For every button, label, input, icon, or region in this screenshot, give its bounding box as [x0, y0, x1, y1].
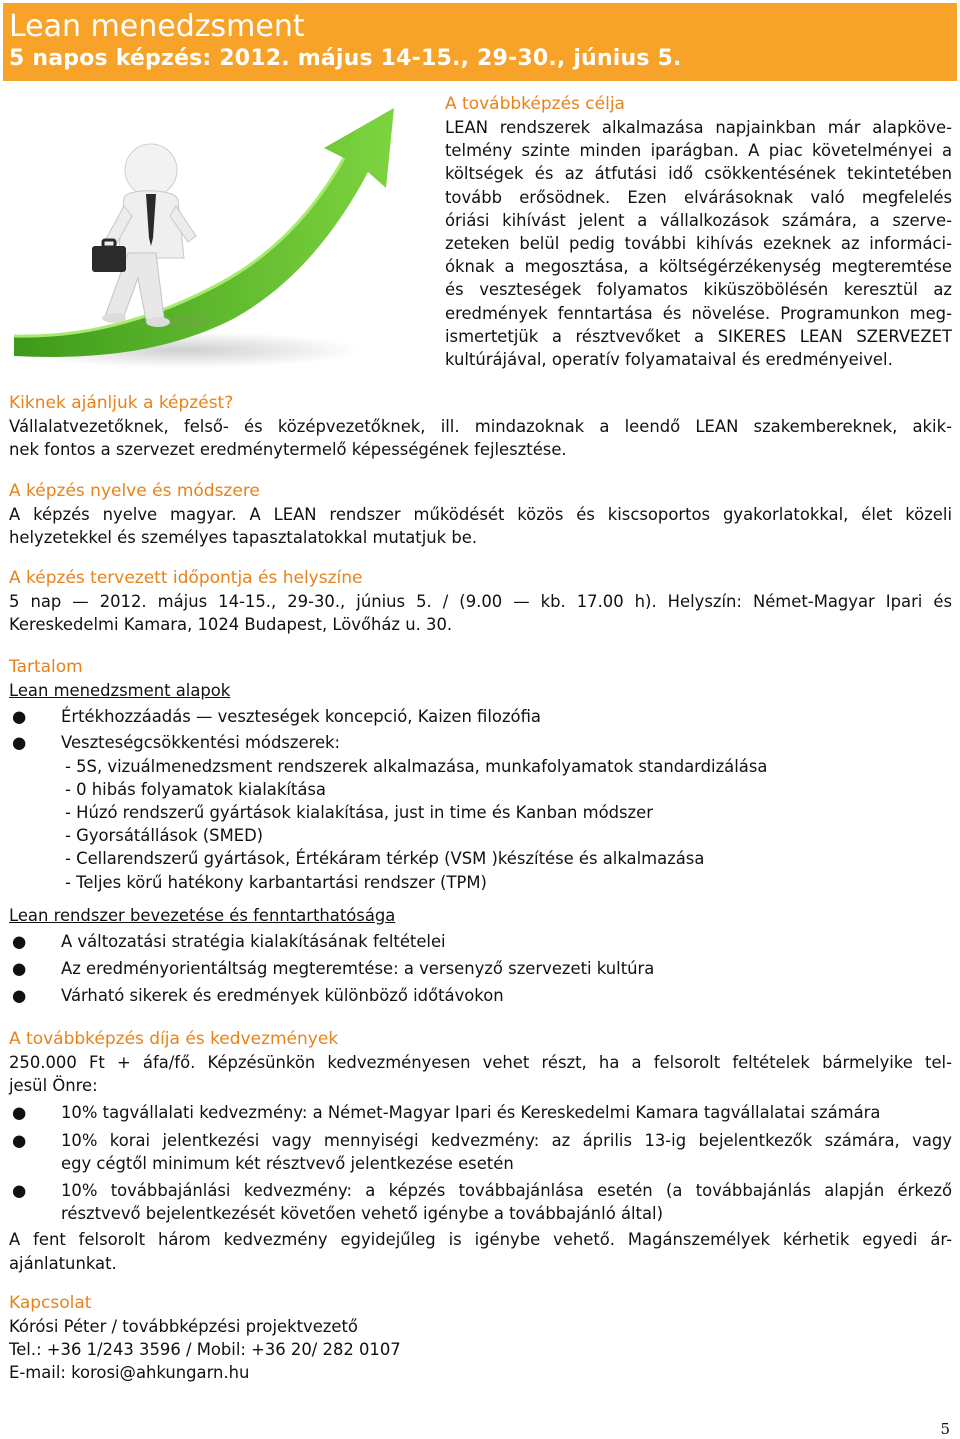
fee-heading: A továbbképzés díja és kedvezmények — [9, 1029, 339, 1049]
contact-section — [9, 1292, 952, 1385]
audience-section — [9, 392, 952, 461]
bullet-icon: ● — [12, 932, 27, 952]
language-line: helyzetekkel és személyes tapasztalatokkal mutatjuk be. — [9, 528, 478, 548]
discount-line: 10% korai jelentkezési vagy mennyiségi kedvezmény: az április 13-ig bejelentkezők számára, vagy — [61, 1130, 952, 1150]
sub-item: - Gyorsátállások (SMED) — [65, 826, 264, 846]
intro-heading: A továbbképzés célja — [445, 94, 625, 114]
audience-line: nek fontos a szervezet eredménytermelő képességének fejlesztése. — [9, 440, 567, 460]
hero-illustration — [6, 88, 432, 370]
intro-line: tovább erősödnek. Ezen elvárásoknak való megfelelés — [445, 187, 952, 207]
bullet-icon: ● — [12, 959, 27, 979]
intro-line: ismertetjük a résztvevőket a SIKERES LEAN SZERVEZET — [445, 326, 952, 346]
contact-email[interactable]: E-mail: korosi@ahkungarn.hu — [9, 1363, 250, 1383]
list-item-text: Veszteségcsökkentési módszerek: — [61, 733, 341, 753]
contact-phone[interactable]: Tel.: +36 1/243 3596 / Mobil: +36 20/ 282 0107 — [9, 1340, 401, 1360]
page-number: 5 — [940, 1420, 950, 1438]
language-line: A képzés nyelve magyar. A LEAN rendszer működését közös és kiscsoportos gyakorlatokkal, élet közeli — [9, 505, 952, 524]
fee-section — [9, 1028, 952, 1275]
bullet-icon: ● — [12, 1130, 27, 1150]
list-item — [9, 731, 952, 754]
list-item — [9, 705, 952, 728]
intro-line: LEAN rendszerek alkalmazása napjainkban már alapköve- — [445, 118, 952, 137]
audience-paragraph — [9, 415, 952, 461]
fee-paragraph — [9, 1051, 952, 1097]
intro-line: óknak a megosztása, a költségérzékenység megteremtése — [445, 257, 952, 277]
intro-line: óriási kihívást jelent a vállalkozások számára, a szerve- — [445, 210, 952, 230]
sub-item: - Húzó rendszerű gyártások kialakítása, just in time és Kanban módszer — [65, 803, 653, 823]
bullet-icon: ● — [12, 733, 27, 753]
language-heading: A képzés nyelve és módszere — [9, 481, 260, 501]
list-item — [9, 984, 952, 1007]
list-item-text: Értékhozzáadás — veszteségek koncepció, Kaizen filozófia — [61, 707, 541, 727]
list-item — [9, 957, 952, 980]
schedule-section — [9, 567, 952, 636]
schedule-paragraph — [9, 590, 952, 636]
fee-line: jesül Önre: — [9, 1076, 98, 1096]
intro-section — [445, 93, 952, 371]
schedule-line: 5 nap — 2012. május 14-15., 29-30., június 5. / (9.00 — kb. 17.00 h). Helyszín: Német-Magyar Ipari és — [9, 592, 952, 611]
content-section — [9, 656, 952, 1008]
intro-line: eredmények fenntartása és növelése. Programunkon meg- — [445, 303, 952, 323]
contact-heading: Kapcsolat — [9, 1293, 92, 1313]
content-part1-title: Lean menedzsment alapok — [9, 681, 231, 700]
intro-paragraph — [445, 116, 952, 371]
list-item-text: Várható sikerek és eredmények különböző időtávokon — [61, 986, 504, 1006]
intro-line: költségek és az átfutási idő csökkentésének tekintetében — [445, 164, 952, 184]
fee-footer-paragraph — [9, 1228, 952, 1274]
schedule-heading: A képzés tervezett időpontja és helyszíne — [9, 568, 363, 588]
schedule-line: Kereskedelmi Kamara, 1024 Budapest, Lövőház u. 30. — [9, 615, 453, 635]
discount-list — [9, 1101, 952, 1225]
bullet-icon: ● — [12, 1103, 27, 1123]
bullet-icon: ● — [12, 1181, 27, 1201]
content-part2-title: Lean rendszer bevezetése és fenntarthatósága — [9, 905, 396, 925]
discount-item — [9, 1101, 952, 1124]
discount-line: egy cégtől minimum két résztvevő jelentkezése esetén — [61, 1153, 514, 1173]
fee-footer-line: A fent felsorolt három kedvezmény egyidejűleg is igénybe vehető. Magánszemélyek kérhetik egyedi ár- — [9, 1230, 952, 1250]
sub-item: - Cellarendszerű gyártások, Értékáram térkép (VSM )készítése és alkalmazása — [65, 849, 705, 869]
content-part2-list — [9, 930, 952, 1008]
discount-item — [9, 1129, 952, 1175]
language-paragraph — [9, 503, 952, 549]
bullet-icon: ● — [12, 707, 27, 727]
fee-line: 250.000 Ft + áfa/fő. Képzésünkön kedvezményesen vehet részt, ha a felsorolt feltételek bármelyike tel- — [9, 1053, 952, 1072]
sub-item: - Teljes körű hatékony karbantartási rendszer (TPM) — [65, 872, 487, 892]
title-banner — [3, 3, 957, 81]
discount-line: résztvevő bejelentkezését követően vehető igénybe a továbbajánló által) — [61, 1204, 663, 1224]
sub-item: - 5S, vizuálmenedzsment rendszerek alkalmazása, munkafolyamatok standardizálása — [65, 756, 768, 776]
content-part1-sublist — [9, 755, 952, 894]
intro-line: zeteken belül pedig további kihívás ezeknek az informáci- — [445, 234, 952, 254]
content-heading: Tartalom — [9, 657, 83, 677]
intro-line: kultúrájával, operatív folyamataival és eredményeivel. — [445, 350, 893, 370]
contact-name: Kórósi Péter / továbbképzési projektvezető — [9, 1317, 358, 1336]
page-title: Lean menedzsment — [9, 9, 305, 44]
list-item-text: Az eredményorientáltság megteremtése: a versenyző szervezeti kultúra — [61, 959, 655, 979]
content-part1-list — [9, 705, 952, 754]
language-section — [9, 480, 952, 549]
discount-line: 10% továbbajánlási kedvezmény: a képzés továbbajánlása esetén (a továbbajánlás alapján érkező — [61, 1181, 952, 1201]
audience-heading: Kiknek ajánljuk a képzést? — [9, 393, 234, 413]
sub-item: - 0 hibás folyamatok kialakítása — [65, 779, 326, 799]
intro-line: telmény szinte minden iparágban. A piac követelményei a — [445, 141, 952, 161]
list-item-text: A változatási stratégia kialakításának feltételei — [61, 932, 446, 952]
page-subtitle: 5 napos képzés: 2012. május 14-15., 29-30., június 5. — [9, 46, 682, 71]
discount-line: 10% tagvállalati kedvezmény: a Német-Magyar Ipari és Kereskedelmi Kamara tagvállalatai számára — [61, 1103, 881, 1123]
intro-line: és veszteségek folyamatos kiküszöbölésén keresztül az — [445, 280, 952, 300]
bullet-icon: ● — [12, 986, 27, 1006]
audience-line: Vállalatvezetőknek, felső- és középvezetőknek, ill. mindazoknak a leendő LEAN szakembereknek, akik- — [9, 417, 952, 436]
list-item — [9, 930, 952, 953]
discount-item — [9, 1179, 952, 1225]
fee-footer-line: ajánlatunkat. — [9, 1253, 117, 1273]
